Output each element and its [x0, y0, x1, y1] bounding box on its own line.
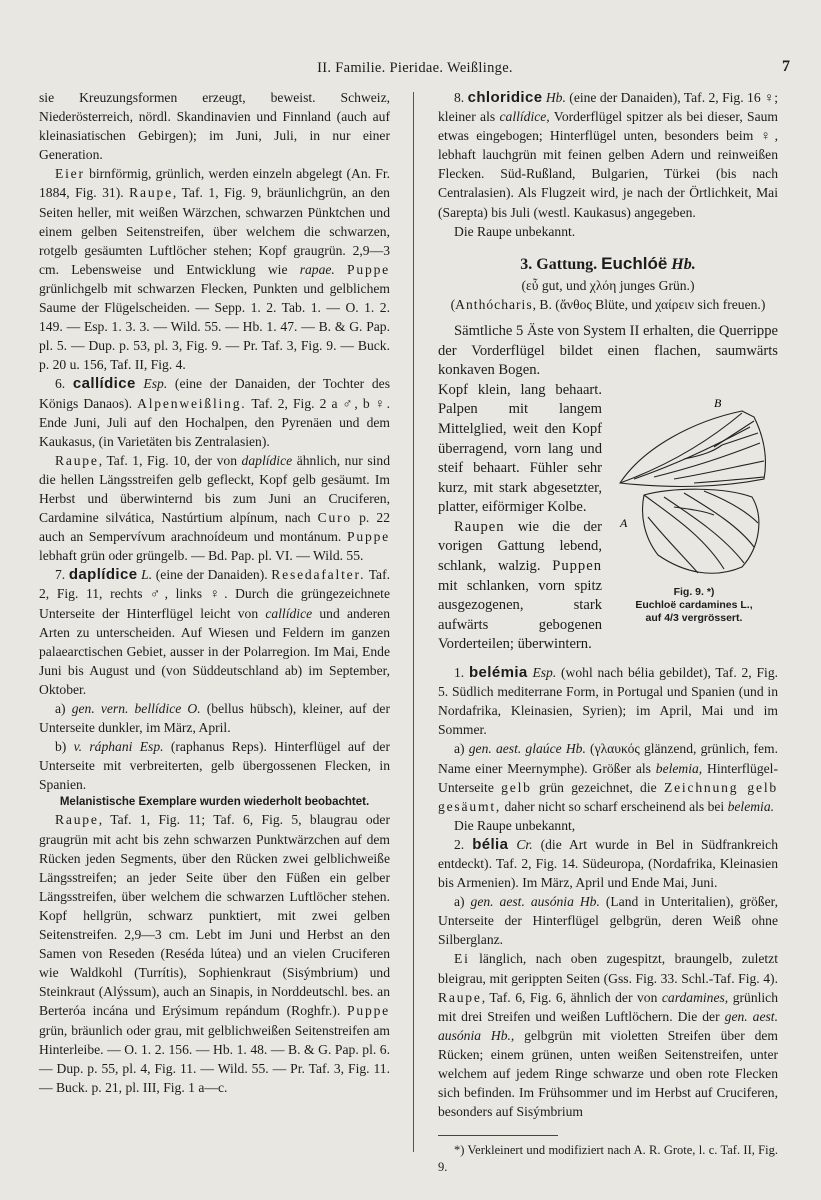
running-header — [40, 60, 790, 82]
species-entry: 6. callídice Esp. (eine der Danaiden, der Tochter des Königs Danaos). Alpenweißling. Taf. 2, Fig. 2 a ♂, b ♀. Ende Juni, Juli auf den Hochalpen, den Pyrenäen und dem Kaukasus, (in Varietäten bis Zentralasien). — [39, 375, 391, 449]
wing-venation-diagram — [614, 387, 778, 587]
footnote-rule — [438, 1135, 558, 1136]
paragraph: Eier birnförmig, grünlich, werden einzeln abgelegt (An. Fr. 1884, Fig. 31). Raupe, Taf. 1, Fig. 9, bräunlichgrün, an den Seiten heller, mit weißen Wärzchen, schwarzen Pünktchen und einem gelben Seitenstreifen, über welchem die schwarzen, rotgelb gesäumten Luftlöcher stehen; Kopf graugrün. 2,9—3 cm. Lebensweise und Entwicklung wie rapae. Puppe grünlichgelb mit schwarzen Flecken, Punkten und gelblichem Saume der Flügelscheiden. — Sepp. 1. 2. Tab. 1. — O. 1. 2. 149. — Esp. 1. 3. 3. — Wild. 55. — Hb. 1. 47. — B. & G. Pap. pl. 5. — Dup. p. 53, pl. 3, Fig. 9. — Pr. Taf. 3, Fig. 9. — Buck. p. 20 u. 156, Taf. II, Fig. 4. — [39, 166, 390, 373]
right-column — [438, 88, 778, 1176]
paragraph: Ei länglich, nach oben zugespitzt, braungelb, zuletzt bleigrau, mit gerippten Seiten (Gss. Fig. 33. Schl.-Taf. Fig. 4). Raupe, Taf. 6, Fig. 6, ähnlich der von cardamines, grünlich mit drei Streifen und weißen Luftlöchern. Die der gen. aest. ausónia Hb., gelbgrün mit violetten Streifen über dem Rücken; einem grünen, unten weißen Seitenstreifen, unter welchem auf jedem Ringe schwarze und oben rote Flecken sich befinden. Im Frühsommer und im Herbst auf Cruciferen, besonders auf Sisýmbrium — [438, 951, 779, 1120]
column-divider — [413, 92, 414, 1152]
header-title: II. Familie. Pieridae. Weißlinge. — [317, 60, 513, 76]
species-name: callídice — [72, 375, 136, 393]
paragraph: sie Kreuzungsformen erzeugt, beweist. Schweiz, Niederösterreich, nördl. Skandinavien und Finnland (auch auf kleinasiatischen Gebirgen); im Juni, Juli, in nur einer Generation. — [39, 90, 390, 163]
species-name: daplídice — [68, 566, 138, 584]
figure-caption: Fig. 9. *) Euchloë cardamines L., auf 4/3 vergrössert. — [635, 585, 753, 624]
species-name: bélia — [472, 835, 509, 853]
species-name: belémia — [468, 664, 528, 682]
genus-description: Raupen wie die der vorigen Gattung lebend, schlank, walzig. Puppen mit schlanken, vorn spitz ausgezogenen, stark aufwärts gebogenen Vorderteilen; überwintern. — [438, 518, 602, 653]
variety-entry: b) v. ráphani Esp. (raphanus Reps). Hinterflügel auf der Unterseite mit verbreiterten, gelb übergossenen Flecken, in Spanien. — [39, 739, 390, 793]
etymology: (εὖ gut, und χλόη junges Grün.) — [521, 277, 695, 293]
species-entry: 2. bélia Cr. (die Art wurde in Bel in Südfrankreich entdeckt). Taf. 2, Fig. 14. Südeuropa, (Nordafrika, Kleinasien bis Armenien). Im März, April und Ende Mai, Juni. — [438, 835, 778, 891]
genus-heading: 3. Gattung. Euchlóë Hb. — [520, 253, 696, 273]
species-entry: 1. belémia Esp. (wohl nach bélia gebildet), Taf. 2, Fig. 5. Südlich mediterrane Form, in Portugal und Spanien (und in Nordafrika, Kleinasien, Syrien); im April, Mai und im Sommer. — [438, 664, 779, 738]
figure-wing-venation — [610, 387, 778, 625]
variety-entry: a) gen. vern. bellídice O. (bellus hübsch), kleiner, auf der Unterseite dunkler, im März, April. — [39, 701, 390, 736]
label-b: B — [714, 395, 722, 410]
species-name: chloridice — [467, 89, 543, 106]
paragraph: Die Raupe unbekannt, — [454, 817, 576, 833]
paragraph: Die Raupe unbekannt. — [454, 223, 576, 239]
paragraph: Raupe, Taf. 1, Fig. 10, der von daplídice ähnlich, nur sind die hellen Längsstreifen gelb gefleckt, Kopf gelb gesäumt. Im Herbst und überwinternd bis zum Juni an Cruciferen, Cardamine silvática, Nastúrtium alpínum, nach Curo p. 22 auch an Sempervívum arachnoídeum und montánum. Puppe lebhaft grün oder grüngelb. — Bd. Pap. pl. VI. — Wild. 55. — [39, 452, 390, 564]
page-number: 7 — [782, 58, 790, 75]
label-a: A — [620, 515, 628, 530]
paragraph: Raupe, Taf. 1, Fig. 11; Taf. 6, Fig. 5, blaugrau oder graugrün mit acht bis zehn schwarzen Punktwärzchen auf dem Rücken jeden Segments, über den Rücken zwei gelblichweiße Längsstreifen; an jeder Seite über den Füßen ein gelber Längsstreifen, über welchem die schwarzen Luftlöcher stehen. Kopf hellgrün, schwarz punktiert, mit zwei gelben Seitenstreifen. 2,9—3 cm. Lebt im Juni und Herbst an den Samen von Reseden (Reséda lútea) und an vielen Cruciferen wie Waldkohl (Turrítis), Sophienkraut (Sisýmbrium) und Steinkraut (Alýssum), auch an Sinapis, in Norddeutschl. bes. an Berteróa incána und Erýsimum repándum (Roghfr.). Puppe grün, bräunlich oder grau, mit gelblichweißen Seitenstreifen am Hinterleibe. — O. 1. 2. 156. — Hb. 1. 48. — B. & G. Pap. pl. 6. — Dup. p. 55, pl. 4, Fig. 11. — Wild. 55. — Pr. Taf. 3, Fig. 11. — Buck. p. 21, pl. III, Fig. 1 a—c. — [39, 812, 390, 1095]
genus-description: Kopf klein, lang behaart. Palpen mit langem Mittelglied, weit den Kopf überragend, vorn lang und steif behaart. Fühler sehr kurz, mit stark abgesetzter, platter, eiförmiger Kolbe. — [438, 381, 602, 516]
note: Melanistische Exemplare wurden wiederholt beobachtet. — [59, 796, 370, 809]
genus-description: Sämtliche 5 Äste von System II erhalten, die Querrippe der Vorderflügel bildet einen flachen, saumwärts konkaven Bogen. — [438, 322, 778, 379]
species-entry: 8. chloridice Hb. (eine der Danaiden), Taf. 2, Fig. 16 ♀; kleiner als callídice, Vorderflügel spitzer als bei dieser, Saum etwas eingebogen; Hinterflügel unten, besonders beim ♀, lebhaft lauchgrün mit feinen gelben Adern und reinweißen Flecken. Süd-Rußland, Bulgarien, Türkei (bis nach Centralasien). Als Flugzeit wird, je nach der Örtlichkeit, Mai (Sarepta) bis Juli (westl. Kaukasus) angegeben. — [438, 89, 778, 220]
variety-entry: a) gen. aest. ausónia Hb. (Land in Unteritalien), größer, Unterseite der Hinterflügel gelbgrün, deren Weiß ohne Silberglanz. — [438, 894, 778, 948]
footnote: *) Verkleinert und modifiziert nach A. R. Grote, l. c. Taf. II, Fig. 9. — [438, 1143, 778, 1175]
species-entry: 7. daplídice L. (eine der Danaiden). Resedafalter. Taf. 2, Fig. 11, rechts ♂, links ♀. Durch die grüngezeichnete Unterseite der Hinterflügel leicht von callídice und anderen Arten zu unterscheiden. Auf Wiesen und Feldern im ganzen palaearctischen Gebiet, ausser in der Polarregion. Im Mai, Ende Juni bis August und (von Süddeutschland ab) im September, Oktober. — [39, 566, 391, 697]
variety-entry: a) gen. aest. glaúce Hb. (γλαυκός glänzend, grünlich, fem. Name einer Meernymphe). Größer als belemia, Hinterflügel-Unterseite gelb grün gezeichnet, die Zeichnung gelb gesäumt, daher nicht so scharf erscheinend als bei belemia. — [438, 741, 779, 814]
left-column — [39, 88, 390, 1097]
synonym: (Anthócharis, B. (ἄνθος Blüte, und χαίρειν sich freuen.) — [450, 296, 766, 312]
